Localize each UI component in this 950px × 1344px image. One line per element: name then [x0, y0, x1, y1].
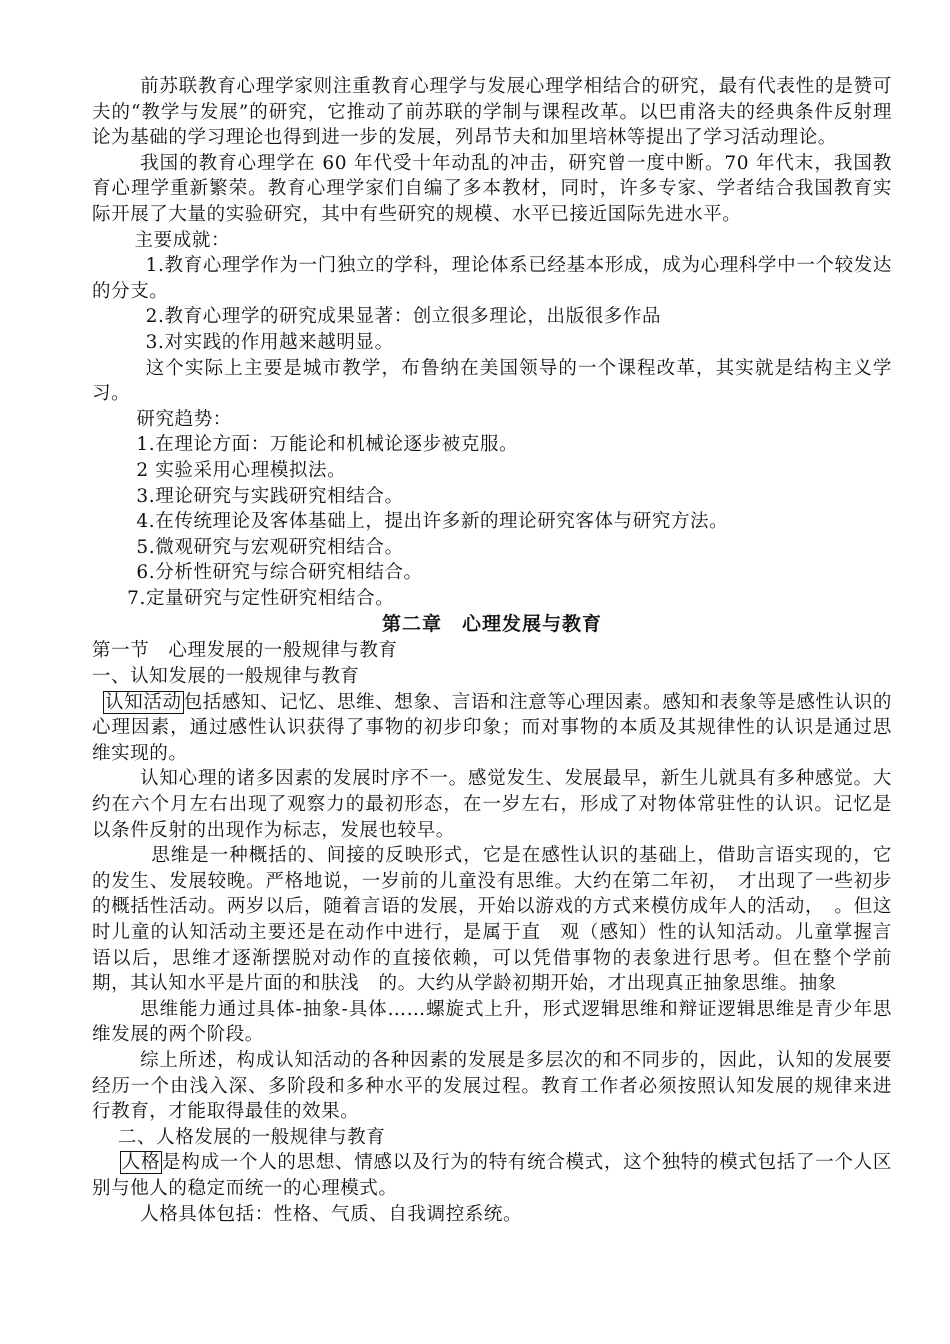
paragraph-soviet-research: 前苏联教育心理学家则注重教育心理学与发展心理学相结合的研究，最有代表性的是赞可夫的“教学与发展”的研究，它推动了前苏联的学制与课程改革。以巴甫洛夫的经典条件反射理论为基础的学习理论也得到进一步的发展，列昂节夫和加里培林等提出了学习活动理论。: [92, 76, 892, 149]
term-box-personality: 人格: [121, 1152, 161, 1174]
paragraph-bruner: 这个实际上主要是城市教学，布鲁纳在美国领导的一个课程改革，其实就是结构主义学习。: [92, 357, 892, 405]
paragraph-spiral: 思维能力通过具体-抽象-具体……螺旋式上升，形式逻辑思维和辩证逻辑思维是青少年思维发展的两个阶段。: [92, 998, 892, 1046]
paragraph-china-research: 我国的教育心理学在 60 年代受十年动乱的冲击，研究曾一度中断。70 年代末，我国教育心理学重新繁荣。教育心理学家们自编了多本教材，同时，许多专家、学者结合我国教育实际开展了大量的实验研究，其中有些研究的规模、水平已接近国际先进水平。: [92, 152, 892, 225]
trend-item: 5.微观研究与宏观研究相结合。: [136, 536, 404, 558]
trend-item: 7.定量研究与定性研究相结合。: [127, 587, 395, 609]
personality-definition-text: 是构成一个人的思想、情感以及行为的特有统合模式，这个独特的模式包括了一个人区别与他人的稳定而统一的心理模式。: [92, 1152, 892, 1199]
paragraph-cognitive-definition: [92, 690, 892, 767]
trend-item: 4.在传统理论及客体基础上，提出许多新的理论研究客体与研究方法。: [136, 511, 729, 533]
document-page: [92, 74, 892, 1227]
paragraph-personality-definition: [92, 1150, 892, 1201]
term-box-cognitive-activity: 认知活动: [105, 691, 182, 713]
paragraph-personality-components: 人格具体包括：性格、气质、自我调控系统。: [140, 1203, 523, 1225]
paragraph-summary: 综上所述，构成认知活动的各种因素的发展是多层次的和不同步的，因此，认知的发展要经历一个由浅入深、多阶段和多种水平的发展过程。教育工作者必须按照认知发展的规律来进行教育，才能取得最佳的效果。: [92, 1049, 892, 1123]
chapter-title: 第二章 心理发展与教育: [381, 613, 602, 636]
subsection-title-personality: 二、人格发展的一般规律与教育: [117, 1126, 386, 1148]
paragraph-cognitive-sequence: 认知心理的诸多因素的发展时序不一。感觉发生、发展最早，新生儿就具有多种感觉。大约在六个月左右出现了观察力的最初形态，在一岁左右，形成了对物体常驻性的认识。记忆是以条件反射的出现作为标志，发展也较早。: [92, 768, 892, 841]
section-title: 第一节 心理发展的一般规律与教育: [92, 640, 398, 662]
achievements-heading: 主要成就：: [134, 229, 231, 251]
trends-heading: 研究趋势：: [136, 408, 232, 430]
subsection-title-cognitive: 一、认知发展的一般规律与教育: [92, 666, 360, 688]
achievement-item: 3.对实践的作用越来越明显。: [145, 331, 394, 353]
cognitive-definition-text: 包括感知、记忆、思维、想象、言语和注意等心理因素。感知和表象等是感性认识的心理因素，通过感性认识获得了事物的初步印象；而对事物的本质及其规律性的认识是通过思维实现的。: [92, 691, 893, 764]
trend-item: 1.在理论方面：万能论和机械论逐步被克服。: [136, 434, 519, 456]
achievement-item: 1.教育心理学作为一门独立的学科，理论体系已经基本形成，成为心理科学中一个较发达的分支。: [92, 255, 892, 302]
achievement-item: 2.教育心理学的研究成果显著：创立很多理论，出版很多作品: [145, 306, 662, 328]
trend-item: 2 实验采用心理模拟法。: [136, 459, 347, 481]
paragraph-thinking: 思维是一种概括的、间接的反映形式，它是在感性认识的基础上，借助言语实现的，它的发生、发展较晚。严格地说，一岁前的儿童没有思维。大约在第二年初， 才出现了一些初步的概括性活动。两岁以后，随着言语的发展，开始以游戏的方式来模仿成年人的活动， 。但这时儿童的认知活动主要还是在动作中进行，是属于直 观（感知）性的认知活动。儿童掌握言语以后，思维才逐渐摆脱对动作的直接依赖，可以凭借事物的表象进行思考。但在整个学前期，其认知水平是片面的和肤浅 的。大约从学龄初期开始，才出现真正抽象思维。抽象: [92, 845, 892, 995]
trend-item: 3.理论研究与实践研究相结合。: [136, 485, 404, 507]
trend-item: 6.分析性研究与综合研究相结合。: [136, 562, 423, 584]
